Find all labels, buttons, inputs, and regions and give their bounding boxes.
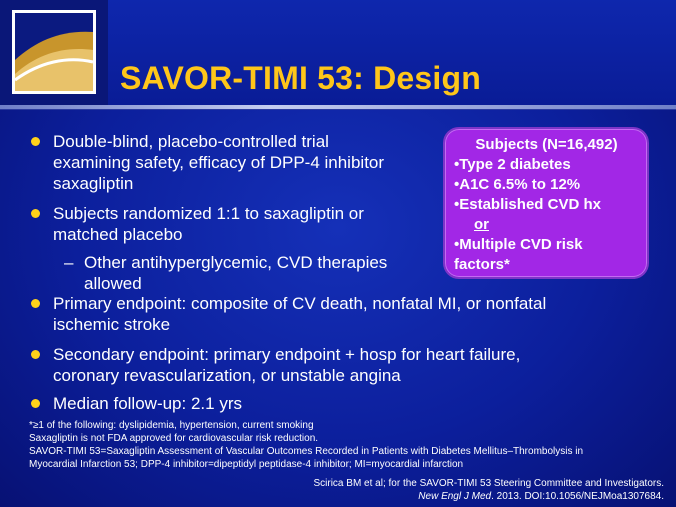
bullet-dot-icon	[31, 299, 40, 308]
bullet-item	[53, 393, 242, 414]
bullet-item	[53, 293, 546, 335]
bullet-text: Secondary endpoint: primary endpoint + hosp for heart failure,	[53, 345, 521, 364]
bullet-text: Primary endpoint: composite of CV death, nonfatal MI, or nonfatal	[53, 294, 547, 313]
callout-line: factors*	[454, 256, 510, 273]
footnote: *≥1 of the following: dyslipidemia, hypertension, current smoking	[29, 420, 314, 431]
bullet-text: coronary revascularization, or unstable angina	[53, 366, 401, 385]
callout-header: Subjects (N=16,492)	[475, 136, 618, 153]
bullet-text: examining safety, efficacy of DPP-4 inhibitor	[53, 153, 385, 172]
sub-bullet-text: allowed	[84, 274, 142, 293]
callout-line: •Type 2 diabetes	[454, 156, 571, 173]
bullet-text: Median follow-up: 2.1 yrs	[53, 394, 242, 413]
bullet-dot-icon	[31, 209, 40, 218]
callout-line: •Multiple CVD risk	[454, 236, 583, 253]
hills-logo-icon	[12, 10, 96, 94]
logo-panel	[0, 0, 108, 105]
bullet-dot-icon	[31, 137, 40, 146]
bullet-dot-icon	[31, 399, 40, 408]
bullet-item	[53, 203, 364, 245]
bullet-text: Double-blind, placebo-controlled trial	[53, 132, 329, 151]
footnote: SAVOR-TIMI 53=Saxagliptin Assessment of Vascular Outcomes Recorded in Patients with Diabetes Mellitus–Thrombolysis in	[29, 446, 584, 457]
bullet-text: ischemic stroke	[53, 315, 171, 334]
callout-line: •A1C 6.5% to 12%	[454, 176, 581, 193]
sub-bullet-text: Other antihyperglycemic, CVD therapies	[84, 253, 388, 272]
dash-icon: –	[64, 253, 74, 272]
slide-title: SAVOR-TIMI 53: Design	[120, 60, 481, 96]
bullet-item	[53, 131, 384, 194]
reference-citation	[418, 490, 664, 503]
sub-bullet-item	[64, 252, 388, 294]
footnote: Saxagliptin is not FDA approved for cardiovascular risk reduction.	[29, 433, 319, 444]
reference-line: Scirica BM et al; for the SAVOR-TIMI 53 Steering Committee and Investigators.	[313, 478, 664, 489]
bullet-text: matched placebo	[53, 225, 183, 244]
bullet-text: Subjects randomized 1:1 to saxagliptin or	[53, 204, 364, 223]
bullet-text: saxagliptin	[53, 174, 134, 193]
journal-name: New Engl J Med	[418, 491, 492, 502]
subjects-callout	[443, 127, 649, 279]
title-divider-shadow	[0, 109, 676, 110]
callout-or: or	[474, 216, 489, 233]
bullet-dot-icon	[31, 350, 40, 359]
citation-details: . 2013. DOI:10.1056/NEJMoa1307684.	[491, 491, 664, 502]
bullet-item	[53, 344, 520, 386]
footnote: Myocardial Infarction 53; DPP-4 inhibitor=dipeptidyl peptidase-4 inhibitor; MI=myocardial infarction	[29, 459, 464, 470]
callout-line: •Established CVD hx	[454, 196, 601, 213]
